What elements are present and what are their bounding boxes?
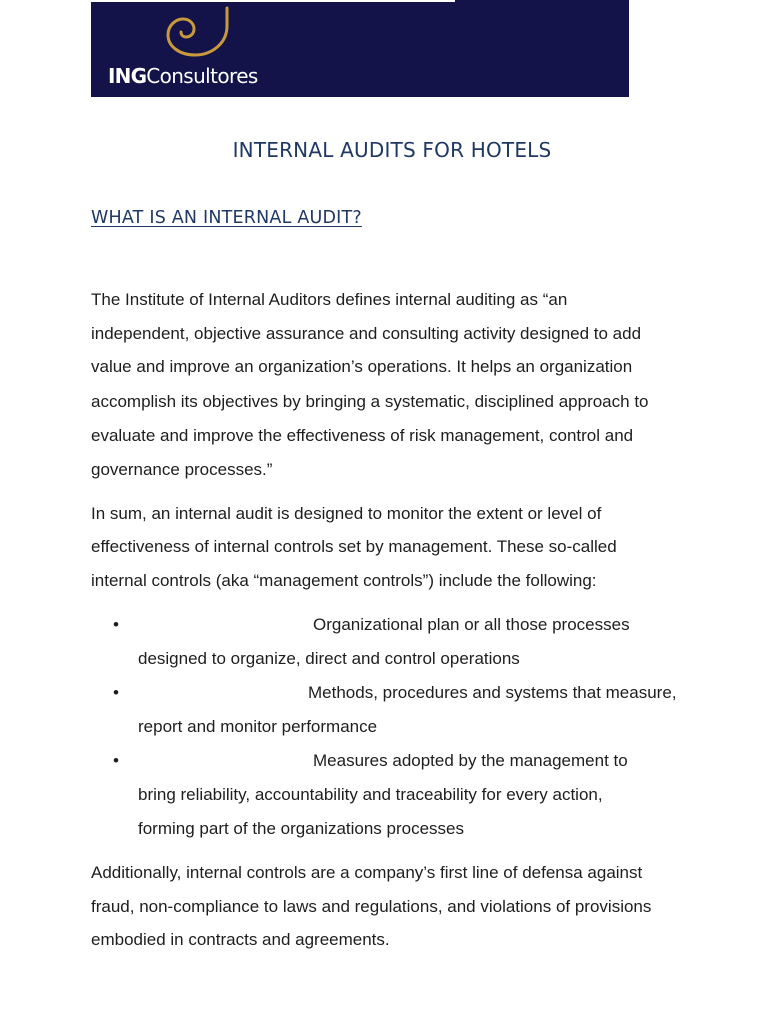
- bullet-item-line: Measures adopted by the management to: [313, 751, 628, 770]
- paragraph3-line: Additionally, internal controls are a company’s first line of defensa against: [91, 863, 643, 882]
- paragraph3-line: fraud, non-compliance to laws and regulations, and violations of provisions: [91, 897, 652, 916]
- paragraph2-line: effectiveness of internal controls set by management. These so-called: [91, 537, 617, 556]
- paragraph1-line: value and improve an organization’s operations. It helps an organization: [91, 357, 633, 376]
- banner-top-line: [91, 0, 455, 2]
- bullet-item-line: Methods, procedures and systems that measure,: [308, 683, 677, 702]
- paragraph3-line: embodied in contracts and agreements.: [91, 930, 390, 949]
- paragraph1-line: accomplish its objectives by bringing a systematic, disciplined approach to: [91, 392, 649, 411]
- bullet-item-line: Organizational plan or all those processes: [313, 615, 630, 634]
- bullet-marker: •: [113, 751, 119, 770]
- paragraph1-line: The Institute of Internal Auditors defines internal auditing as “an: [91, 290, 568, 309]
- logo-banner: [91, 0, 629, 97]
- bullet-marker: •: [113, 615, 119, 634]
- bullet-item-line: designed to organize, direct and control operations: [138, 649, 520, 668]
- paragraph1-line: governance processes.”: [91, 460, 273, 479]
- logo-swirl-icon: [149, 4, 235, 60]
- document-title: INTERNAL AUDITS FOR HOTELS: [232, 138, 552, 162]
- paragraph2-line: internal controls (aka “management controls”) include the following:: [91, 571, 597, 590]
- logo-wordmark-bold: ING: [108, 64, 147, 88]
- section-heading: WHAT IS AN INTERNAL AUDIT?: [91, 208, 362, 228]
- paragraph1-line: independent, objective assurance and consulting activity designed to add: [91, 324, 642, 343]
- bullet-item-line: forming part of the organizations processes: [138, 819, 465, 838]
- bullet-marker: •: [113, 683, 119, 702]
- bullet-item-line: bring reliability, accountability and traceability for every action,: [138, 785, 603, 804]
- bullet-item-line: report and monitor performance: [138, 717, 378, 736]
- logo-wordmark: [108, 64, 258, 88]
- paragraph1-line: evaluate and improve the effectiveness of risk management, control and: [91, 426, 634, 445]
- paragraph2-line: In sum, an internal audit is designed to monitor the extent or level of: [91, 504, 602, 523]
- logo-wordmark-rest: Consultores: [146, 64, 258, 88]
